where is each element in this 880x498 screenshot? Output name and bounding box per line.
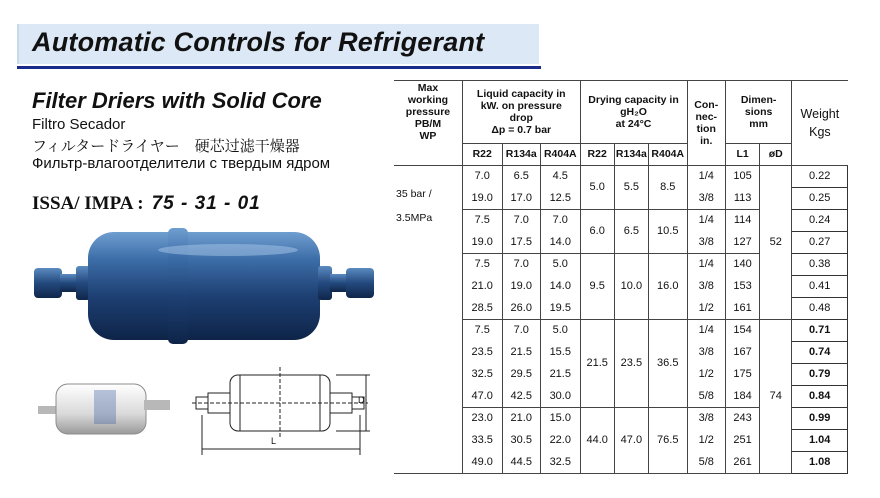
liq-r404a-cell: 22.0 [541,429,581,451]
liq-r134a-cell: 21.0 [502,407,541,429]
product-name-russian: Фильтр-влагоотделители с твердым ядром [32,155,331,172]
dry-r134a-cell: 5.5 [614,165,648,209]
connection-cell: 3/8 [687,407,726,429]
dry-r404a-cell: 16.0 [649,253,688,319]
liq-r404a-cell: 5.0 [541,319,581,341]
l1-cell: 140 [726,253,760,275]
l1-cell: 243 [726,407,760,429]
table-row [394,165,848,187]
liq-r22-cell: 23.5 [462,341,502,363]
l1-cell: 127 [726,231,760,253]
small-filter-photo [34,374,174,440]
table-row [394,319,848,341]
header-connection: Con- nec- tion in. [687,81,726,166]
header-weight: Weight Kgs [792,81,848,166]
liq-r134a-cell: 44.5 [502,451,541,473]
l1-cell: 105 [726,165,760,187]
weight-cell: 0.79 [792,363,848,385]
pressure-line-1: 35 bar / [396,187,432,200]
weight-cell: 0.38 [792,253,848,275]
pressure-cell [394,165,462,473]
weight-cell: 0.41 [792,275,848,297]
l1-cell: 114 [726,209,760,231]
dry-r404a-cell: 76.5 [649,407,688,473]
dry-r22-cell: 9.5 [580,253,614,319]
weight-cell: 0.24 [792,209,848,231]
weight-cell: 0.74 [792,341,848,363]
dry-r404a-cell: 8.5 [649,165,688,209]
liq-r134a-cell: 21.5 [502,341,541,363]
liq-r404a-cell: 5.0 [541,253,581,275]
dry-r134a-cell: 6.5 [614,209,648,253]
l1-cell: 153 [726,275,760,297]
liq-r404a-cell: 7.0 [541,209,581,231]
l1-cell: 161 [726,297,760,319]
dry-r22-cell: 5.0 [580,165,614,209]
product-name-spanish: Filtro Secador [32,116,126,133]
issa-code: 75 - 31 - 01 [151,193,261,214]
sub-dry-r22: R22 [580,143,614,165]
connection-cell: 3/8 [687,341,726,363]
liq-r22-cell: 28.5 [462,297,502,319]
liq-r404a-cell: 15.0 [541,407,581,429]
dry-r22-cell: 21.5 [580,319,614,407]
l1-cell: 175 [726,363,760,385]
dry-r22-cell: 6.0 [580,209,614,253]
weight-cell: 0.27 [792,231,848,253]
liq-r404a-cell: 19.5 [541,297,581,319]
weight-cell: 0.99 [792,407,848,429]
liq-r134a-cell: 7.0 [502,253,541,275]
weight-cell: 0.22 [792,165,848,187]
connection-cell: 1/4 [687,209,726,231]
connection-cell: 1/4 [687,253,726,275]
issa-impa-code [32,193,261,215]
liq-r22-cell: 21.0 [462,275,502,297]
connection-cell: 1/2 [687,297,726,319]
liq-r404a-cell: 21.5 [541,363,581,385]
od-cell: 74 [760,319,792,473]
banner-underline [17,66,541,69]
liq-r134a-cell: 29.5 [502,363,541,385]
connection-cell: 3/8 [687,275,726,297]
dry-r134a-cell: 47.0 [614,407,648,473]
sub-liq-r22: R22 [462,143,502,165]
liq-r22-cell: 19.0 [462,187,502,209]
dim-diameter-label: D [358,395,365,405]
connection-cell: 5/8 [687,451,726,473]
pressure-line-2: 3.5MPa [396,211,433,224]
sub-dry-r134a: R134a [614,143,648,165]
liq-r404a-cell: 12.5 [541,187,581,209]
dim-length-label: L [271,436,277,446]
dry-r134a-cell: 10.0 [614,253,648,319]
dry-r134a-cell: 23.5 [614,319,648,407]
l1-cell: 261 [726,451,760,473]
connection-cell: 1/4 [687,319,726,341]
product-title: Filter Driers with Solid Core [32,88,322,113]
filter-drier-image [28,228,380,350]
liq-r134a-cell: 26.0 [502,297,541,319]
liq-r404a-cell: 15.5 [541,341,581,363]
l1-cell: 251 [726,429,760,451]
liq-r22-cell: 7.5 [462,319,502,341]
sub-liq-r134a: R134a [502,143,541,165]
banner-title: Automatic Controls for Refrigerant [32,27,485,57]
liq-r404a-cell: 32.5 [541,451,581,473]
liq-r22-cell: 7.0 [462,165,502,187]
liq-r22-cell: 49.0 [462,451,502,473]
liq-r22-cell: 23.0 [462,407,502,429]
weight-cell: 0.48 [792,297,848,319]
liq-r134a-cell: 6.5 [502,165,541,187]
liq-r22-cell: 7.5 [462,253,502,275]
header-pressure: Max working pressure PB/M WP [394,81,462,144]
liq-r22-cell: 33.5 [462,429,502,451]
connection-cell: 3/8 [687,187,726,209]
connection-cell: 1/4 [687,165,726,187]
liq-r404a-cell: 30.0 [541,385,581,407]
weight-cell: 0.25 [792,187,848,209]
liq-r404a-cell: 14.0 [541,231,581,253]
liq-r22-cell: 7.5 [462,209,502,231]
od-cell: 52 [760,165,792,319]
liq-r134a-cell: 7.0 [502,319,541,341]
weight-cell: 0.71 [792,319,848,341]
dimension-drawing [190,365,380,465]
liq-r134a-cell: 30.5 [502,429,541,451]
weight-cell: 1.08 [792,451,848,473]
connection-cell: 5/8 [687,385,726,407]
liq-r22-cell: 19.0 [462,231,502,253]
weight-cell: 1.04 [792,429,848,451]
issa-label: ISSA/ IMPA : [32,193,144,214]
weight-cell: 0.84 [792,385,848,407]
header-liquid-capacity: Liquid capacity in kW. on pressure drop Δp = 0.7 bar [462,81,580,144]
connection-cell: 3/8 [687,231,726,253]
liq-r134a-cell: 17.0 [502,187,541,209]
liq-r22-cell: 32.5 [462,363,502,385]
liq-r134a-cell: 19.0 [502,275,541,297]
liq-r404a-cell: 14.0 [541,275,581,297]
sub-dry-r404a: R404A [649,143,688,165]
liq-r134a-cell: 17.5 [502,231,541,253]
sub-od: øD [760,143,792,165]
l1-cell: 113 [726,187,760,209]
liq-r404a-cell: 4.5 [541,165,581,187]
dry-r22-cell: 44.0 [580,407,614,473]
dry-r404a-cell: 10.5 [649,209,688,253]
spec-table [394,80,848,474]
header-drying-capacity: Drying capacity in gH₂O at 24°C [580,81,687,144]
sub-liq-r404a: R404A [541,143,581,165]
dry-r404a-cell: 36.5 [649,319,688,407]
liq-r134a-cell: 7.0 [502,209,541,231]
connection-cell: 1/2 [687,429,726,451]
header-dimensions: Dimen- sions mm [726,81,792,144]
liq-r22-cell: 47.0 [462,385,502,407]
sub-l1: L1 [726,143,760,165]
connection-cell: 1/2 [687,363,726,385]
liq-r134a-cell: 42.5 [502,385,541,407]
product-name-japanese: フィルタードライヤー 硬芯过滤干燥器 [32,138,300,155]
l1-cell: 154 [726,319,760,341]
l1-cell: 167 [726,341,760,363]
l1-cell: 184 [726,385,760,407]
